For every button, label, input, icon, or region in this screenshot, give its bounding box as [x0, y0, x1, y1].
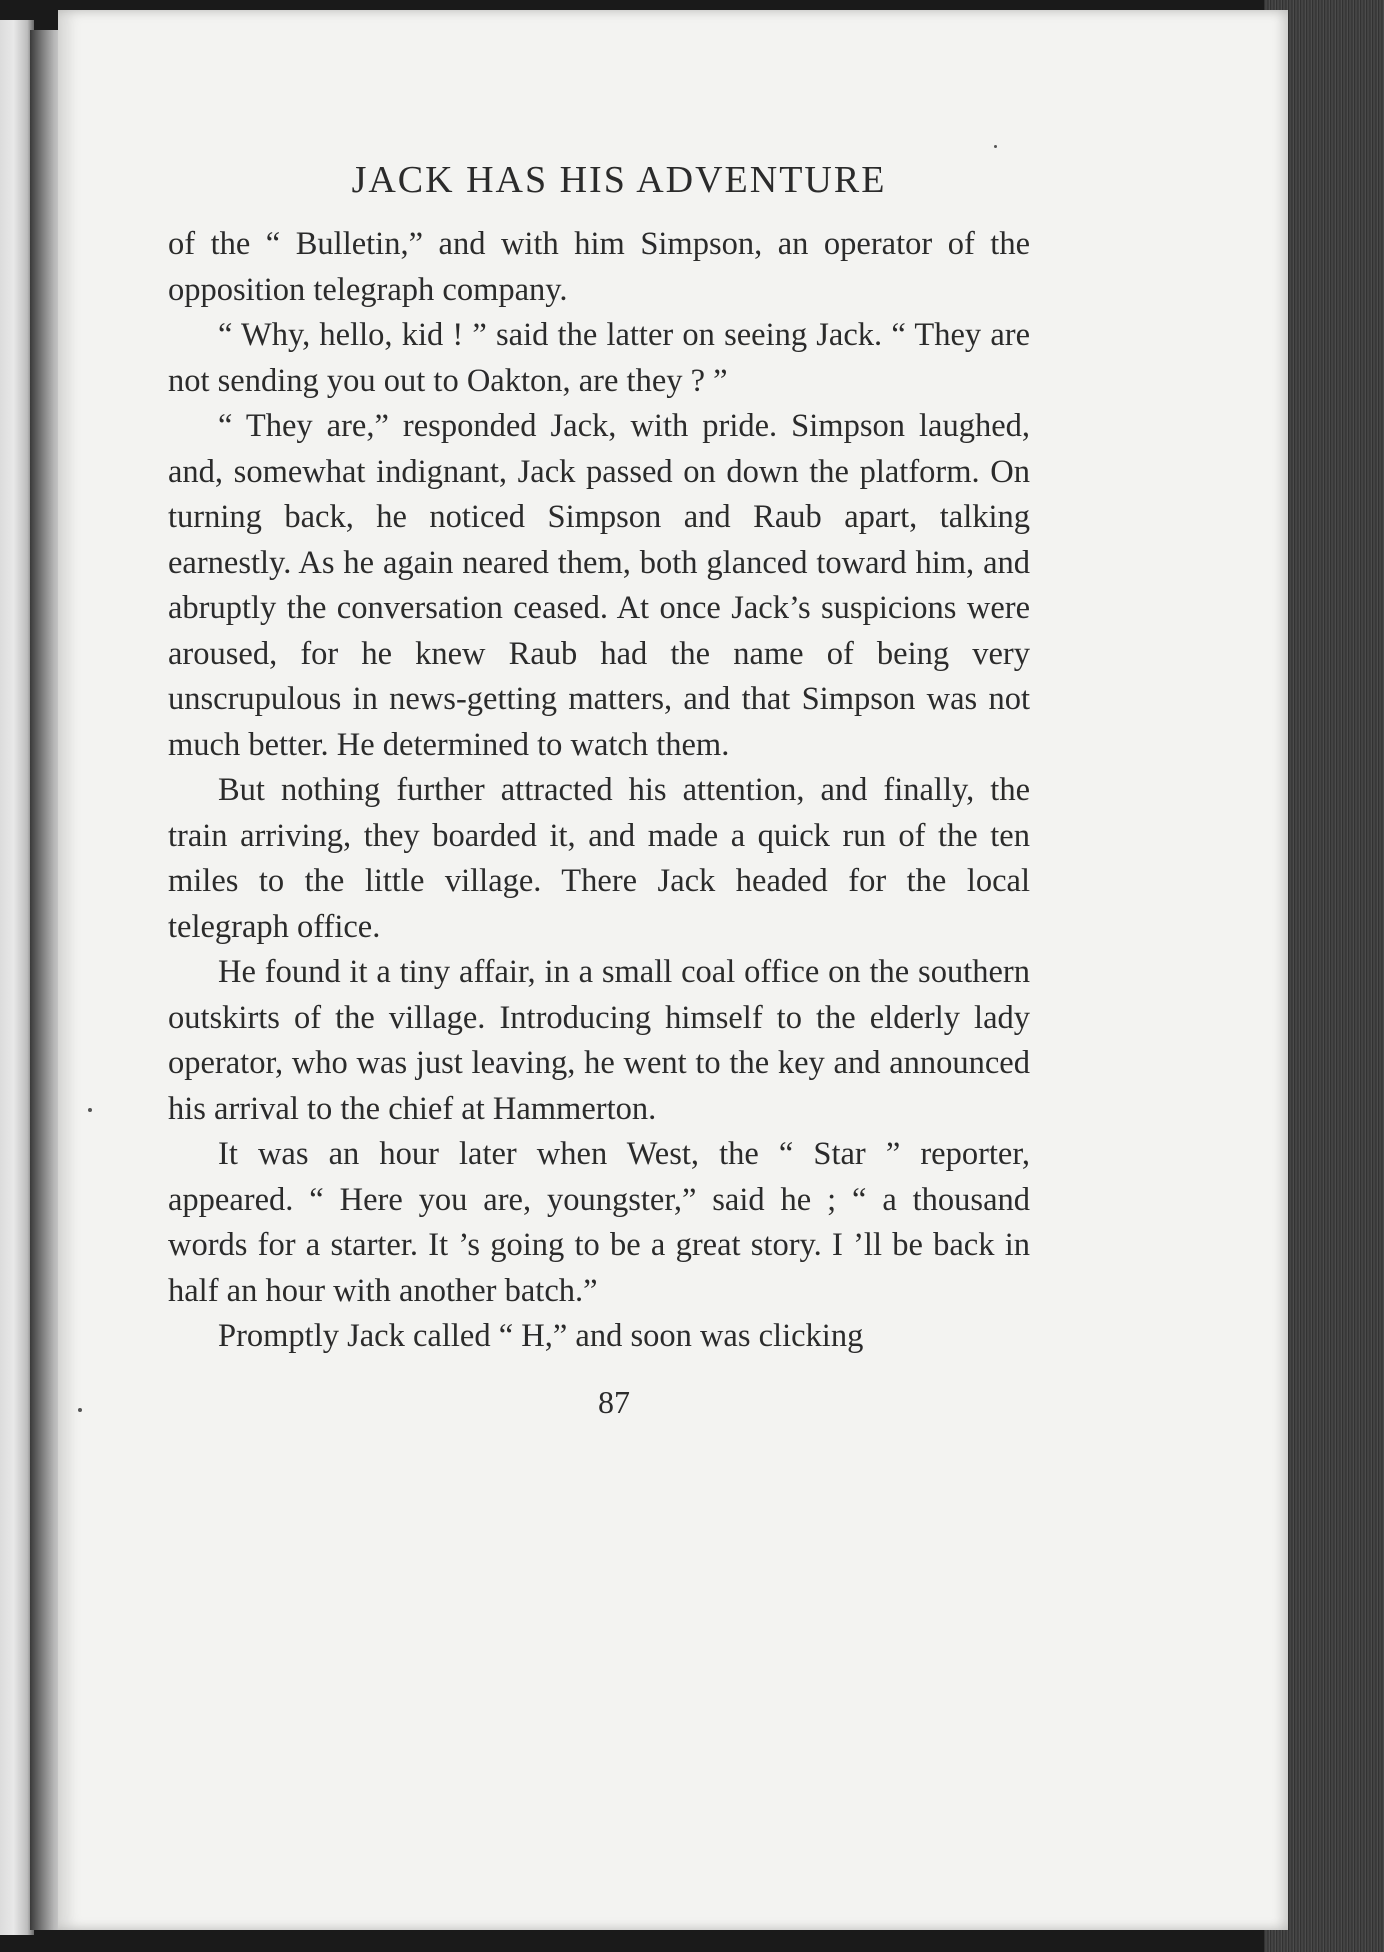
left-page-edge — [0, 20, 34, 1935]
paragraph: But nothing further attracted his attention, and finally, the train arriving, they boarded it, and made a quick run of the ten miles to the little village. There Jack headed for the local telegraph office. — [168, 772, 1030, 945]
running-head: JACK HAS HIS ADVENTURE — [351, 159, 887, 201]
page-number: 87 — [598, 1383, 630, 1420]
paragraph: “ Why, hello, kid ! ” said the latter on seeing Jack. “ They are not sending you out to Oakton, are they ? ” — [168, 317, 1030, 399]
paragraph: of the “ Bulletin,” and with him Simpson, an operator of the opposition telegraph company. — [168, 226, 1030, 308]
print-speck — [78, 1408, 82, 1412]
body-text — [168, 222, 1030, 1360]
paragraph: Promptly Jack called “ H,” and soon was clicking — [218, 1318, 864, 1354]
book-page — [58, 10, 1288, 1930]
paragraph: He found it a tiny affair, in a small coal office on the southern outskirts of the village. Introducing himself to the elderly lady operator, who was just leaving, he went to the key and announced his arrival to the chief at Hammerton. — [168, 954, 1030, 1127]
paragraph: It was an hour later when West, the “ Star ” reporter, appeared. “ Here you are, youngster,” said he ; “ a thousand words for a starter. It ’s going to be a great story. I ’ll be back in half an hour with another batch.” — [168, 1136, 1030, 1309]
paragraph: “ They are,” responded Jack, with pride. Simpson laughed, and, somewhat indignant, Jack passed on down the platform. On turning back, he noticed Simpson and Raub apart, talking earnestly. As he again neared them, both glanced toward him, and abruptly the conversation ceased. At once Jack’s suspicions were aroused, for he knew Raub had the name of being very unscrupulous in news-getting matters, and that Simpson was not much better. He determined to watch them. — [168, 408, 1030, 763]
print-speck — [88, 1108, 92, 1112]
page-content — [168, 150, 1030, 1421]
print-speck — [994, 145, 997, 148]
